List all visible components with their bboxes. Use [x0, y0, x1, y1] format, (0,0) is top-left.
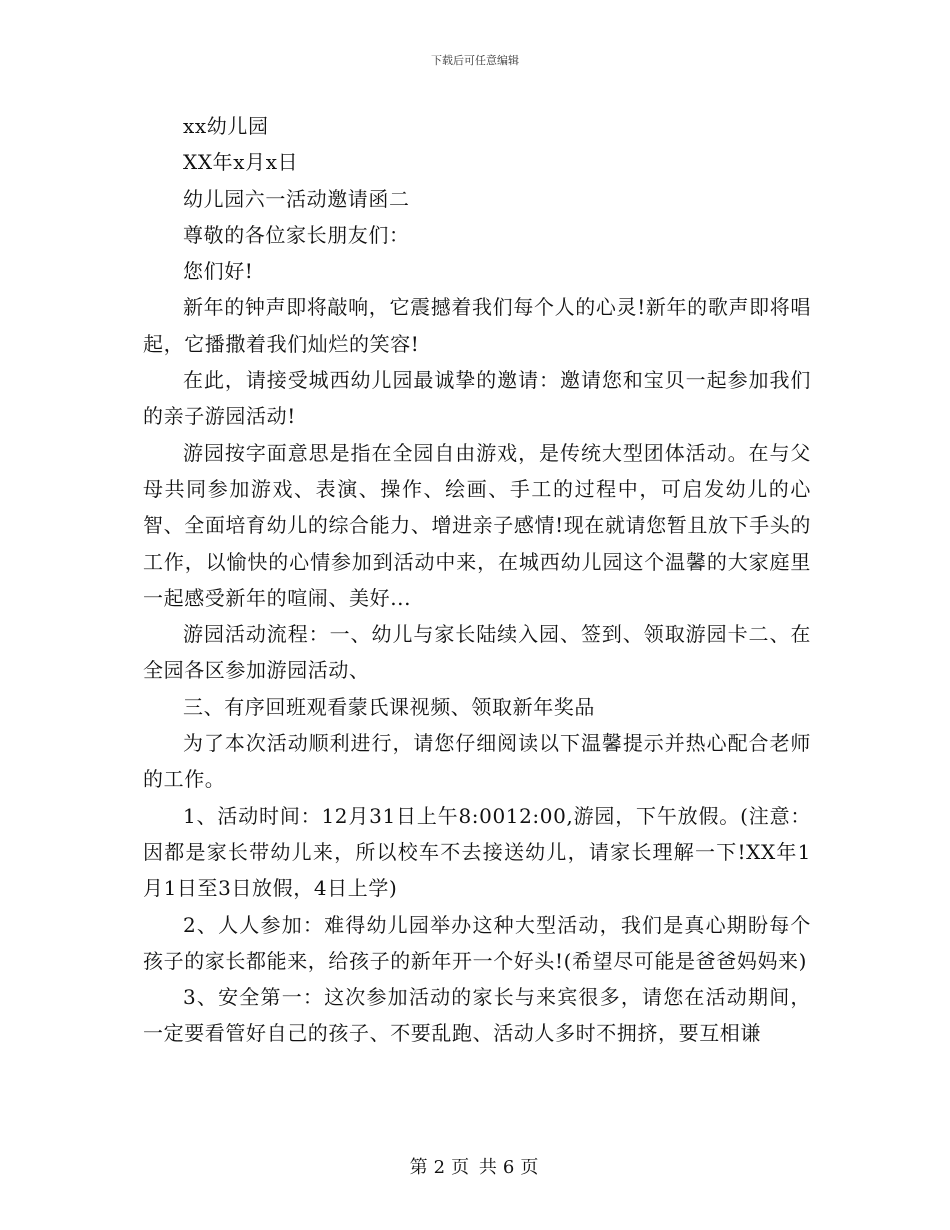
greeting: 您们好!: [183, 259, 254, 284]
paragraph-process: 游园活动流程：一、幼儿与家长陆续入园、签到、领取游园卡二、在全园各区参加游园活动、: [143, 622, 811, 683]
school-name: xx幼儿园: [183, 114, 269, 138]
paragraph-reminder-intro: 为了本次活动顺利进行，请您仔细阅读以下温馨提示并热心配合老师的工作。: [143, 731, 811, 792]
footer-suffix: 页: [520, 1157, 541, 1178]
footer-current-page: 2: [433, 1157, 448, 1178]
footer-total-pages: 6: [502, 1157, 517, 1178]
paragraph-time: 1、活动时间：12月31日上午8:0012:00,游园，下午放假。(注意：因都是家长带幼儿来，所以校车不去接送幼儿，请家长理解一下!XX年1月1日至3日放假，4日上学): [143, 803, 811, 901]
footer-middle: 页 共: [451, 1157, 499, 1178]
paragraph-safety: 3、安全第一：这次参加活动的家长与来宾很多，请您在活动期间，一定要看管好自己的孩子、不要乱跑、活动人多时不拥挤，要互相谦: [143, 985, 811, 1046]
salutation: 尊敬的各位家长朋友们：: [183, 222, 410, 247]
paragraph-participation: 2、人人参加：难得幼儿园举办这种大型活动，我们是真心期盼每个孩子的家长都能来，给孩子的新年开一个好头!(希望尽可能是爸爸妈妈来): [143, 912, 811, 973]
paragraph-process-step-three: 三、有序回班观看蒙氏课视频、领取新年奖品: [183, 694, 595, 719]
footer-prefix: 第: [409, 1157, 430, 1178]
paragraph-garden-party: 游园按字面意思是指在全园自由游戏，是传统大型团体活动。在与父母共同参加游戏、表演、操作、绘画、手工的过程中，可启发幼儿的心智、全面培育幼儿的综合能力、增进亲子感情!现在就请您暂且放下手头的工作，以愉快的心情参加到活动中来，在城西幼儿园这个温馨的大家庭里一起感受新年的喧闹、美好...: [143, 440, 811, 610]
date-line: XX年x月x日: [183, 150, 299, 175]
page-header-note: 下载后可任意编辑: [431, 54, 519, 67]
paragraph-invitation: 在此，请接受城西幼儿园最诚挚的邀请：邀请您和宝贝一起参加我们的亲子游园活动!: [143, 368, 811, 429]
letter-title: 幼儿园六一活动邀请函二: [183, 186, 410, 211]
document-body: [143, 108, 811, 1052]
page-footer: [0, 1153, 950, 1179]
paragraph-new-year: 新年的钟声即将敲响，它震撼着我们每个人的心灵!新年的歌声即将唱起，它播撒着我们灿烂的笑容!: [143, 295, 811, 356]
